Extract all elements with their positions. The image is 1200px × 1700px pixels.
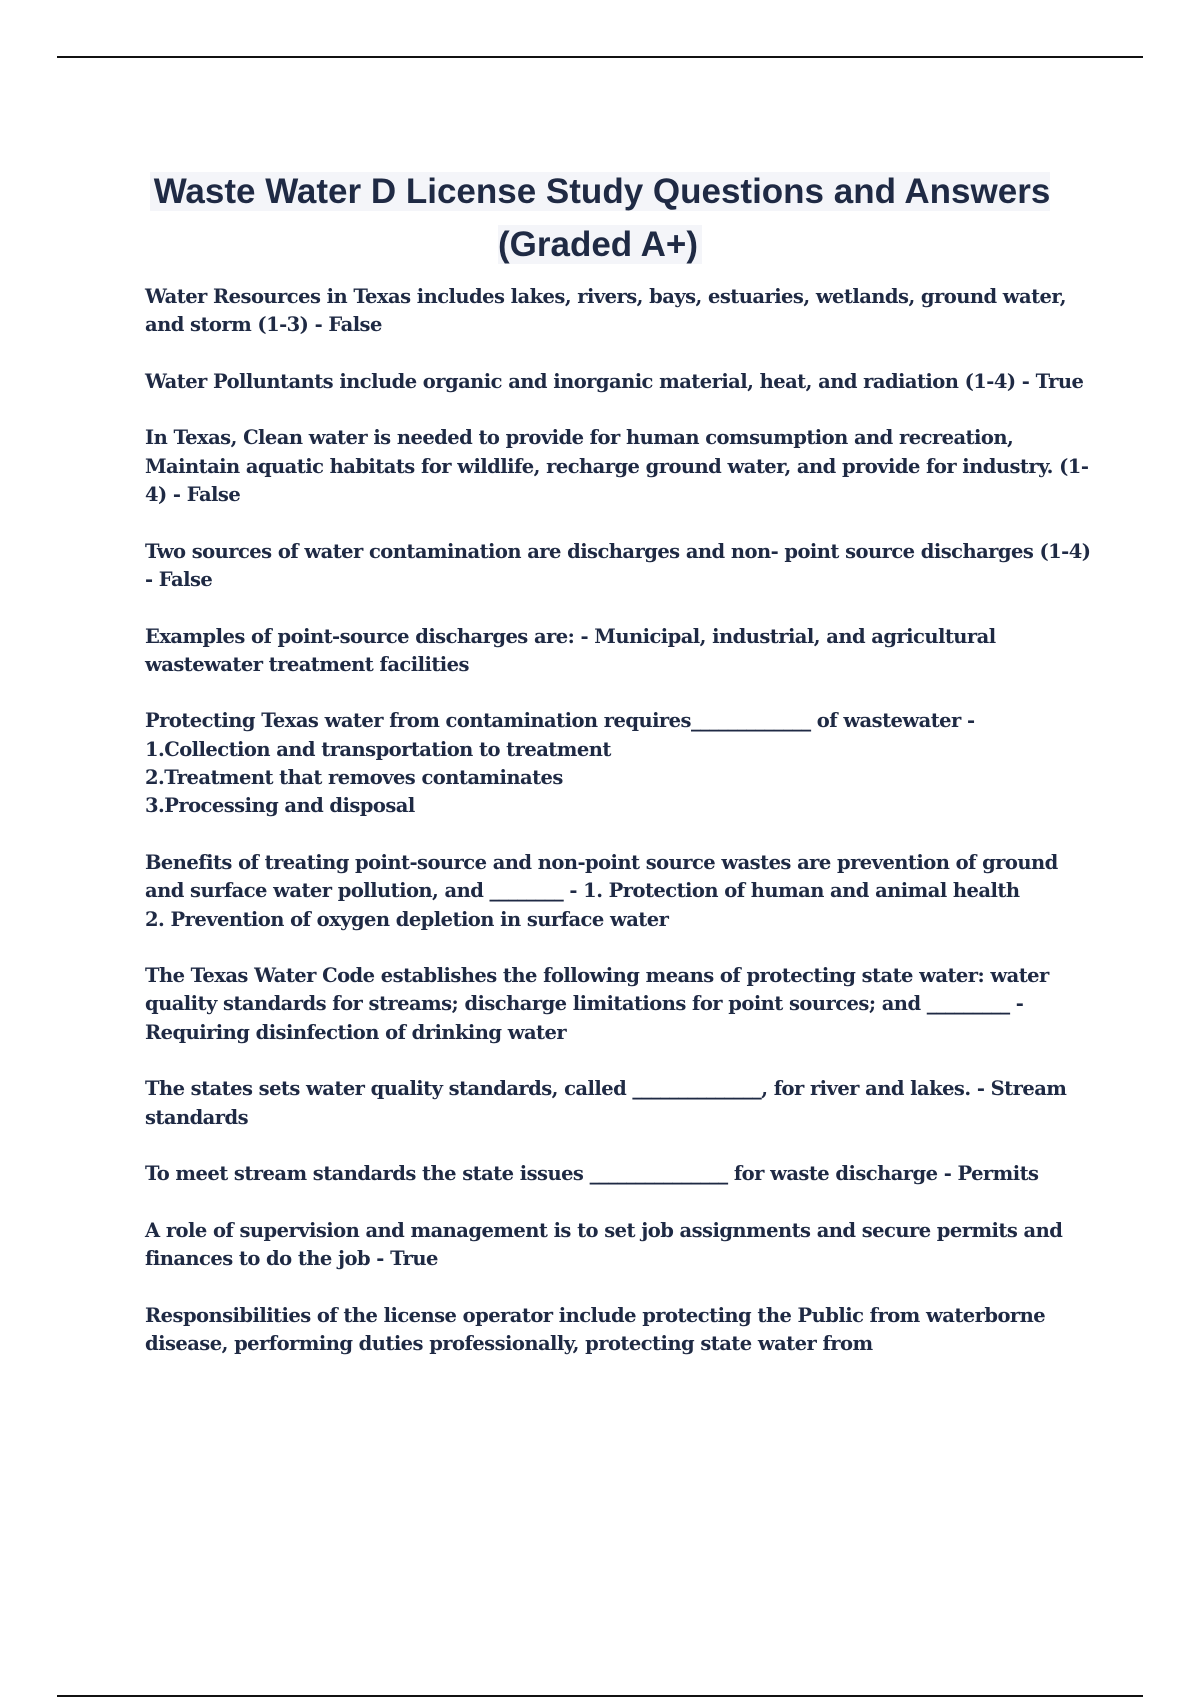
qa-item-8: The Texas Water Code establishes the following means of protecting state water: water quality standards for streams; discharge limitations for point sources; and _________ - Requiring disinfection of drinking water (145, 964, 1049, 1044)
qa-item-7: Benefits of treating point-source and non-point source wastes are prevention of ground and surface water pollution, and ________ - 1. Protection of human and animal health 2. Prevention of oxygen depletion in surface water (145, 850, 1058, 931)
qa-item-11: A role of supervision and management is to set job assignments and secure permits and finances to do the job - True (145, 1218, 1063, 1271)
footer-rule (57, 1695, 1143, 1697)
qa-item-6: Protecting Texas water from contamination requires_____________ of wastewater - 1.Collection and transportation to treatment 2.Treatment that removes contaminates 3.Processing and disposal (145, 709, 975, 818)
qa-item-2: Water Polluntants include organic and inorganic material, heat, and radiation (1-4) - True (145, 369, 1084, 393)
header-rule (57, 56, 1143, 58)
qa-item-4: Two sources of water contamination are discharges and non- point source discharges (1-4) - False (145, 539, 1091, 591)
question-answer-list (145, 283, 1095, 1387)
qa-item-3: In Texas, Clean water is needed to provide for human comsumption and recreation, Maintain aquatic habitats for wildlife, recharge ground water, and provide for industry. (1-4) - False (145, 426, 1089, 507)
qa-item-1: Water Resources in Texas includes lakes, rivers, bays, estuaries, wetlands, ground water, and storm (1-3) - False (145, 285, 1066, 337)
page-title (100, 165, 1100, 271)
qa-item-9: The states sets water quality standards, called ______________, for river and lakes. - Stream standards (145, 1077, 1067, 1129)
page-title-text: Waste Water D License Study Questions and Answers (Graded A+) (150, 172, 1051, 264)
qa-item-10: To meet stream standards the state issues _______________ for waste discharge - Permits (145, 1162, 1039, 1186)
qa-item-12: Responsibilities of the license operator include protecting the Public from waterborne disease, performing duties professionally, protecting state water from (145, 1303, 1046, 1355)
qa-item-5: Examples of point-source discharges are: - Municipal, industrial, and agricultural wastewater treatment facilities (145, 624, 996, 676)
